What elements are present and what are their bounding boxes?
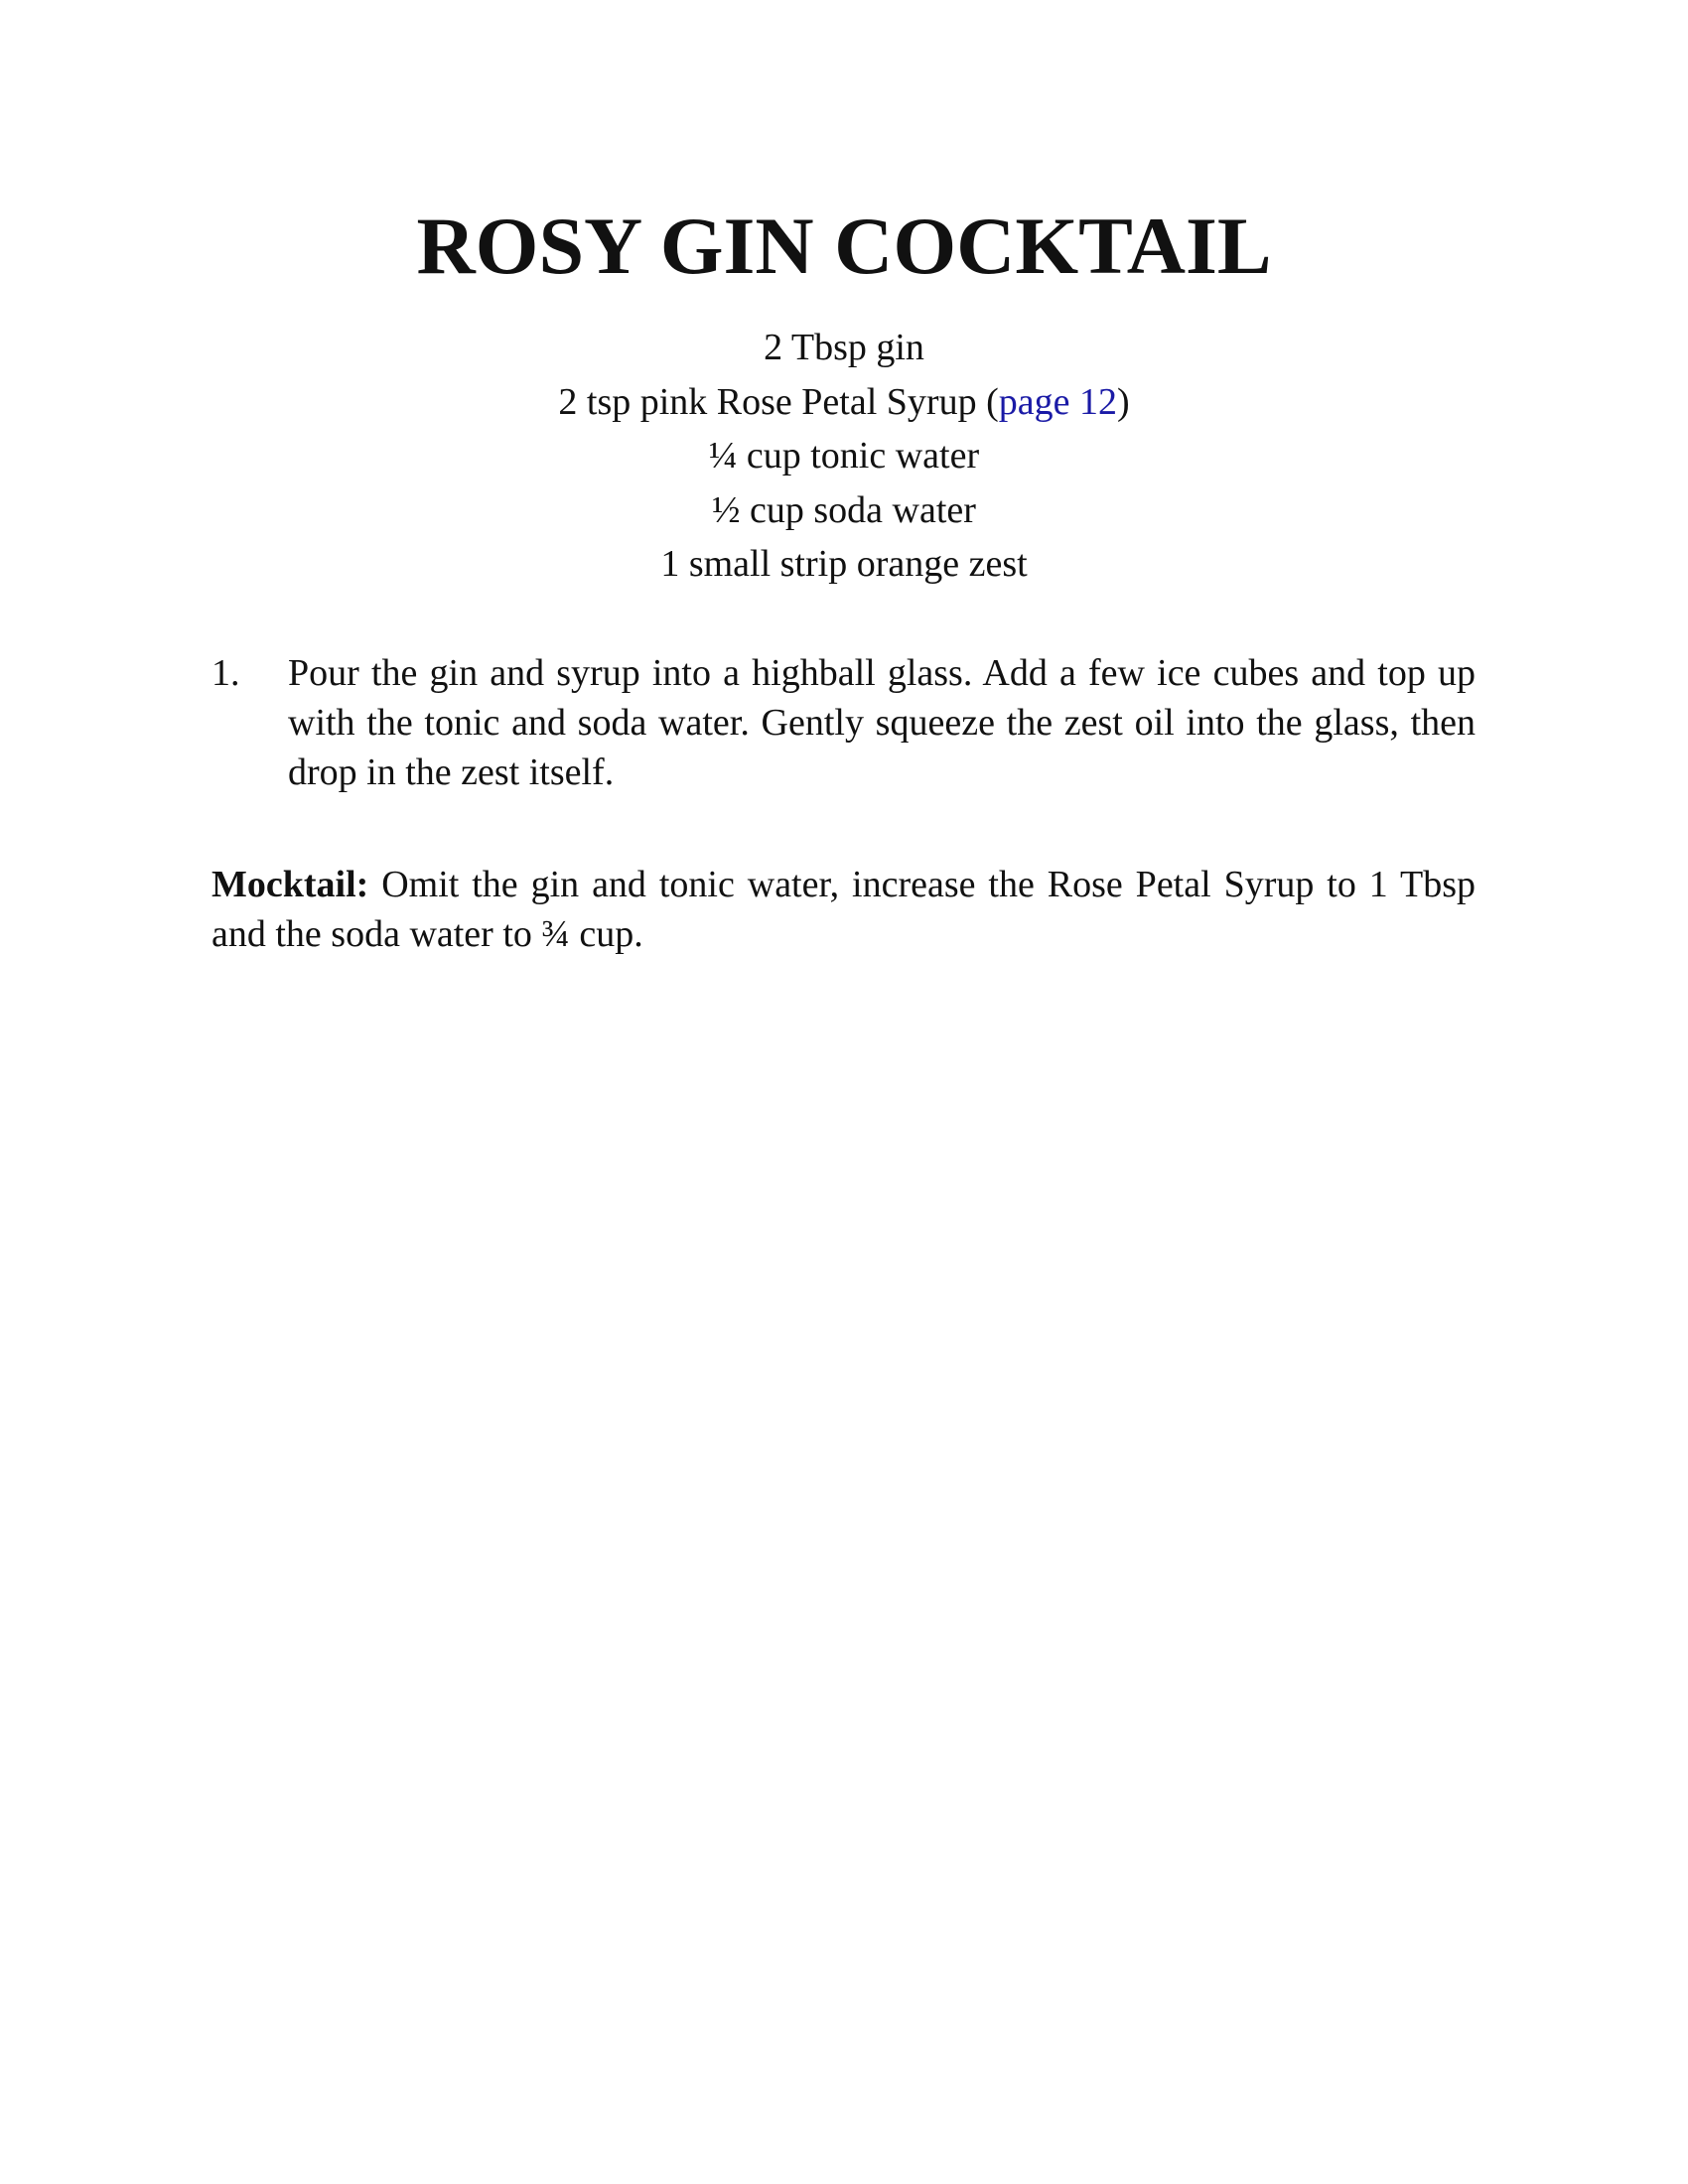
mocktail-note bbox=[211, 860, 1476, 959]
ingredient-list bbox=[0, 321, 1688, 592]
mocktail-label: Mocktail: bbox=[211, 864, 369, 905]
ingredient-item: ½ cup soda water bbox=[712, 488, 976, 531]
ingredient-item: 1 small strip orange zest bbox=[660, 543, 1028, 585]
method-steps bbox=[211, 648, 1476, 797]
ingredient-item bbox=[0, 375, 1688, 430]
mocktail-text: Omit the gin and tonic water, increase the Rose Petal Syrup to 1 Tbsp and the soda water to ¾ cup. bbox=[211, 864, 1476, 955]
ingredient-item: 2 Tbsp gin bbox=[764, 327, 924, 368]
ingredient-text: ) bbox=[1116, 380, 1130, 423]
ingredient-item: ¼ cup tonic water bbox=[708, 435, 980, 477]
step-number: 1. bbox=[211, 652, 240, 694]
page-reference-link[interactable]: page 12 bbox=[998, 380, 1117, 423]
method-step bbox=[211, 648, 1476, 797]
recipe-title: ROSY GIN COCKTAIL bbox=[416, 201, 1272, 291]
ingredient-text: 2 tsp pink Rose Petal Syrup ( bbox=[558, 380, 999, 423]
step-text: Pour the gin and syrup into a highball glass. Add a few ice cubes and top up with the tonic and soda water. Gently squeeze the zest oil into the glass, then drop in the zest itself. bbox=[288, 652, 1476, 793]
